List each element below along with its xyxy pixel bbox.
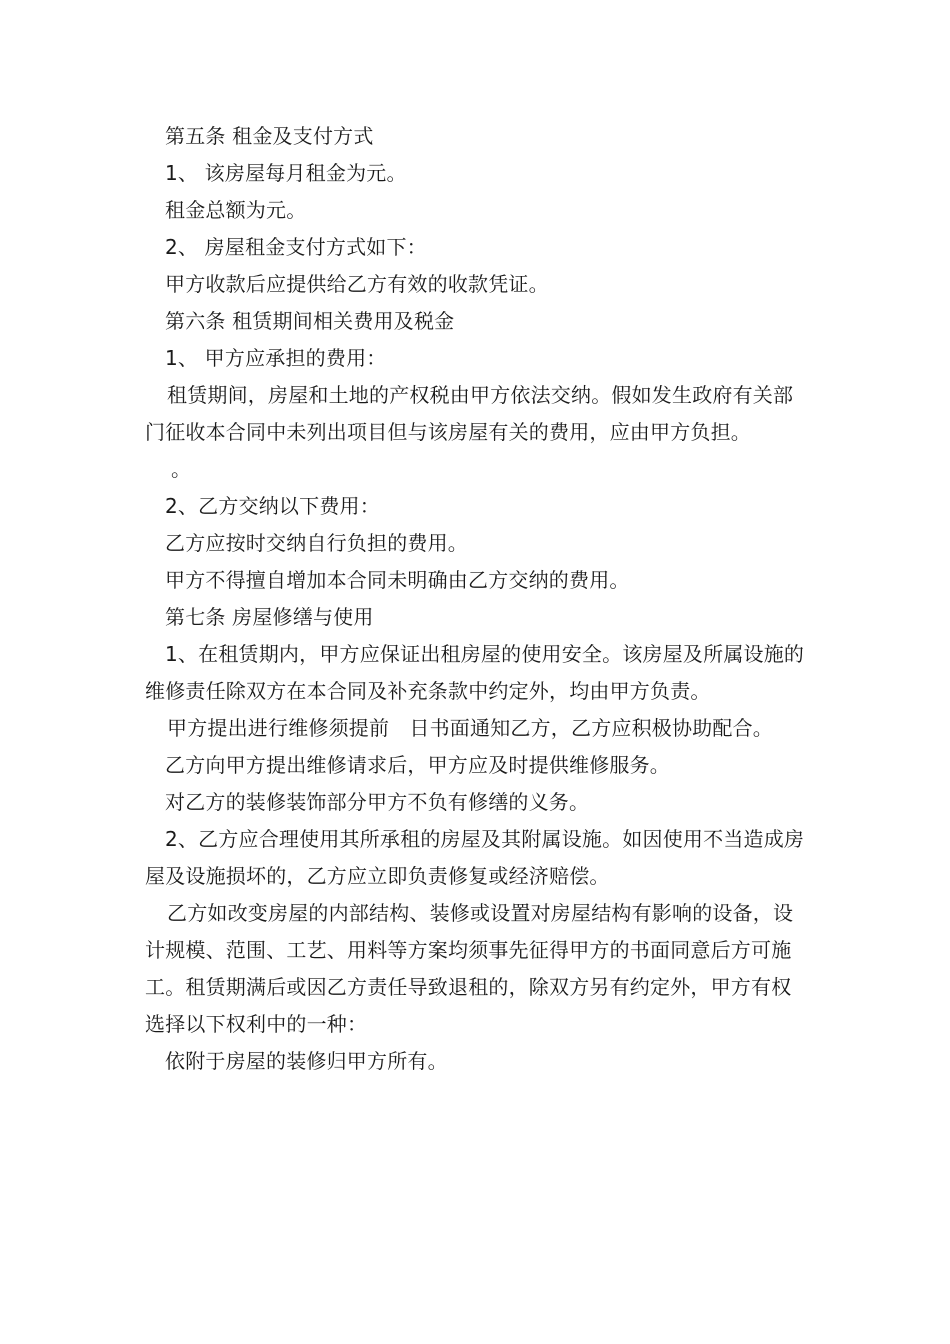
paragraph-period-mark: 。 bbox=[171, 457, 192, 481]
paragraph-decoration: 对乙方的装修装饰部分甲方不负有修缮的义务。 bbox=[165, 790, 590, 814]
section-heading-article-5: 第五条 租金及支付方式 bbox=[165, 124, 374, 148]
paragraph-total-rent: 租金总额为元。 bbox=[165, 198, 307, 222]
paragraph-payment-method: 2、 房屋租金支付方式如下： bbox=[165, 235, 427, 259]
paragraph-maintenance-duty: 1、在租赁期内，甲方应保证出租房屋的使用安全。该房屋及所属设施的维修责任除双方在本合同及补充条款中约定外，均由甲方负责。 bbox=[145, 642, 805, 703]
paragraph-repair-request: 乙方向甲方提出维修请求后，甲方应及时提供维修服务。 bbox=[165, 753, 670, 777]
section-heading-article-7: 第七条 房屋修缮与使用 bbox=[165, 605, 374, 629]
paragraph-party-b-pay: 乙方应按时交纳自行负担的费用。 bbox=[165, 531, 468, 555]
paragraph-party-b-fees: 2、乙方交纳以下费用： bbox=[165, 494, 380, 518]
paragraph-decoration-ownership: 依附于房屋的装修归甲方所有。 bbox=[165, 1049, 448, 1073]
paragraph-party-a-fees: 1、 甲方应承担的费用： bbox=[165, 346, 387, 370]
paragraph-property-tax: 租赁期间，房屋和土地的产权税由甲方依法交纳。假如发生政府有关部门征收本合同中未列出项目但与该房屋有关的费用，应由甲方负担。 bbox=[145, 383, 794, 444]
paragraph-receipt: 甲方收款后应提供给乙方有效的收款凭证。 bbox=[165, 272, 549, 296]
paragraph-proper-use: 2、乙方应合理使用其所承租的房屋及其附属设施。如因使用不当造成房屋及设施损坏的，乙方应立即负责修复或经济赔偿。 bbox=[145, 827, 805, 888]
paragraph-repair-notice: 甲方提出进行维修须提前 日书面通知乙方，乙方应积极协助配合。 bbox=[167, 716, 773, 740]
paragraph-no-extra-fees: 甲方不得擅自增加本合同未明确由乙方交纳的费用。 bbox=[165, 568, 630, 592]
document-body bbox=[145, 118, 810, 1080]
section-heading-article-6: 第六条 租赁期间相关费用及税金 bbox=[165, 309, 455, 333]
paragraph-structure-change: 乙方如改变房屋的内部结构、装修或设置对房屋结构有影响的设备，设计规模、范围、工艺、用料等方案均须事先征得甲方的书面同意后方可施工。租赁期满后或因乙方责任导致退租的，除双方另有约定外，甲方有权选择以下权利中的一种： bbox=[145, 901, 794, 1036]
paragraph-monthly-rent: 1、 该房屋每月租金为元。 bbox=[165, 161, 407, 185]
